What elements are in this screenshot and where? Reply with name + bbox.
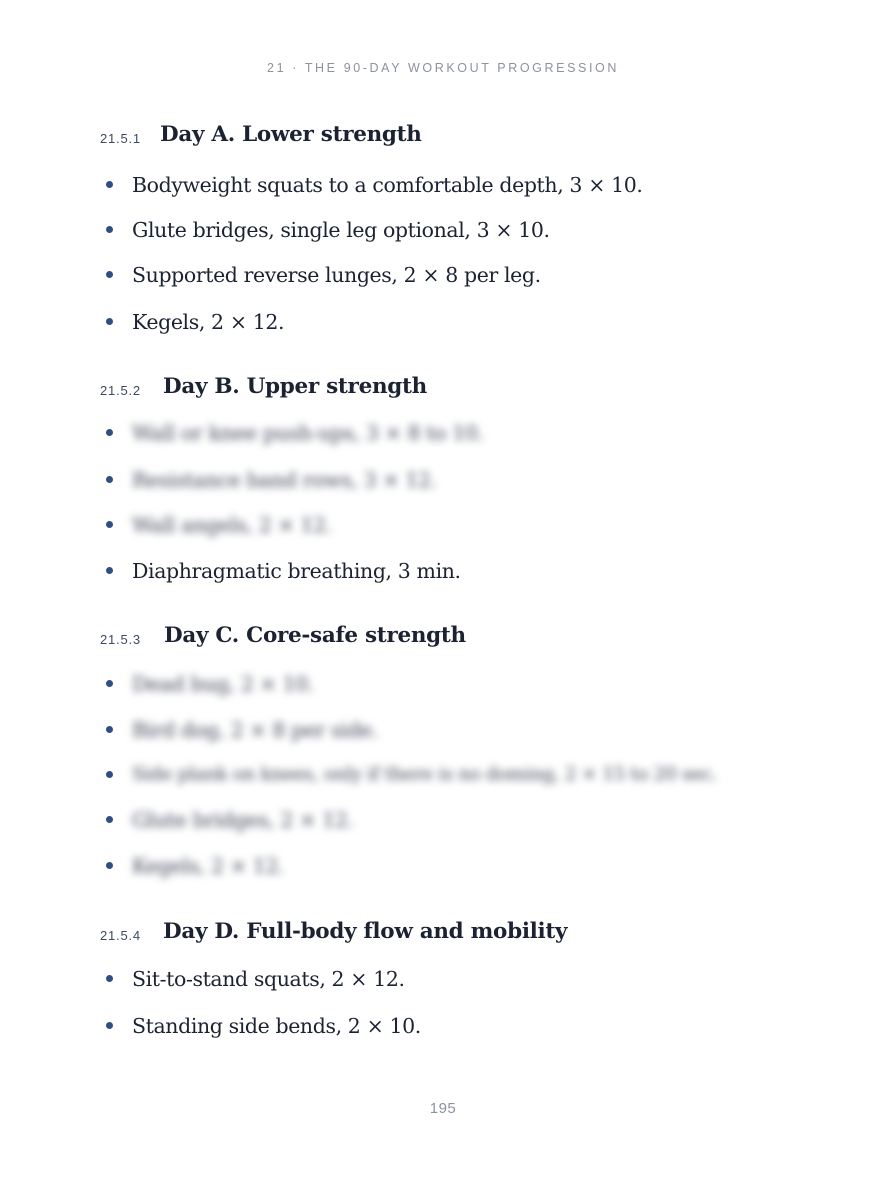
bullet-icon — [106, 680, 113, 687]
section-heading — [0, 919, 886, 965]
bullet-icon — [106, 429, 113, 436]
list-item-text: Supported reverse lunges, 2 × 8 per leg. — [132, 263, 541, 287]
bullet-icon — [106, 771, 113, 778]
section-number: 21.5.2 — [100, 383, 141, 398]
bullet-icon — [106, 726, 113, 733]
list-item — [0, 418, 886, 448]
section-number: 21.5.1 — [100, 131, 141, 146]
list-item-text: Diaphragmatic breathing, 3 min. — [132, 559, 461, 583]
bullet-icon — [106, 521, 113, 528]
running-header: 21 · THE 90-DAY WORKOUT PROGRESSION — [267, 61, 619, 75]
list-item-text: Resistance band rows, 3 × 12. — [132, 468, 437, 492]
section-day-b — [0, 374, 886, 583]
section-number: 21.5.4 — [100, 928, 141, 943]
bullet-icon — [106, 226, 113, 233]
section-day-a — [0, 122, 886, 334]
list-item — [0, 851, 886, 881]
list-item-text: Kegels, 2 × 12. — [132, 854, 285, 878]
bullet-icon — [106, 318, 113, 325]
bullet-icon — [106, 476, 113, 483]
section-day-d — [0, 919, 886, 1038]
list-item — [0, 805, 886, 835]
bullet-icon — [106, 862, 113, 869]
section-heading — [0, 623, 886, 669]
list-item — [0, 307, 886, 337]
bullet-icon — [106, 567, 113, 574]
list-item — [0, 760, 886, 790]
section-heading — [0, 122, 886, 168]
list-item — [0, 556, 886, 586]
list-item — [0, 669, 886, 699]
section-title: Day D. Full-body flow and mobility — [163, 919, 568, 944]
section-title: Day C. Core-safe strength — [164, 623, 466, 648]
list-item-text: Standing side bends, 2 × 10. — [132, 1014, 421, 1038]
section-title: Day B. Upper strength — [163, 374, 427, 399]
list-item-text: Dead bug, 2 × 10. — [132, 672, 314, 696]
bullet-icon — [106, 816, 113, 823]
list-item — [0, 260, 886, 290]
list-item — [0, 964, 886, 994]
bullet-icon — [106, 271, 113, 278]
section-day-c — [0, 623, 886, 878]
section-heading — [0, 374, 886, 420]
page-number: 195 — [429, 1100, 457, 1117]
bullet-icon — [106, 1022, 113, 1029]
bullet-icon — [106, 181, 113, 188]
section-title: Day A. Lower strength — [160, 122, 422, 147]
list-item-text: Glute bridges, 2 × 12. — [132, 808, 354, 832]
list-item-text: Kegels, 2 × 12. — [132, 310, 285, 334]
list-item — [0, 510, 886, 540]
list-item-text: Bird dog, 2 × 8 per side. — [132, 718, 378, 742]
list-item — [0, 465, 886, 495]
list-item — [0, 215, 886, 245]
list-item-text: Wall or knee push-ups, 3 × 8 to 10. — [132, 421, 484, 445]
list-item-text: Glute bridges, single leg optional, 3 × 10. — [132, 218, 550, 242]
list-item — [0, 715, 886, 745]
list-item-text: Sit-to-stand squats, 2 × 12. — [132, 967, 405, 991]
list-item — [0, 1011, 886, 1041]
section-number: 21.5.3 — [100, 632, 141, 647]
list-item-text: Wall angels, 2 × 12. — [132, 513, 332, 537]
list-item-text: Bodyweight squats to a comfortable depth, 3 × 10. — [132, 173, 643, 197]
list-item-text: Side plank on knees, only if there is no doming, 2 × 15 to 20 sec. — [132, 764, 717, 785]
bullet-icon — [106, 975, 113, 982]
list-item — [0, 170, 886, 200]
